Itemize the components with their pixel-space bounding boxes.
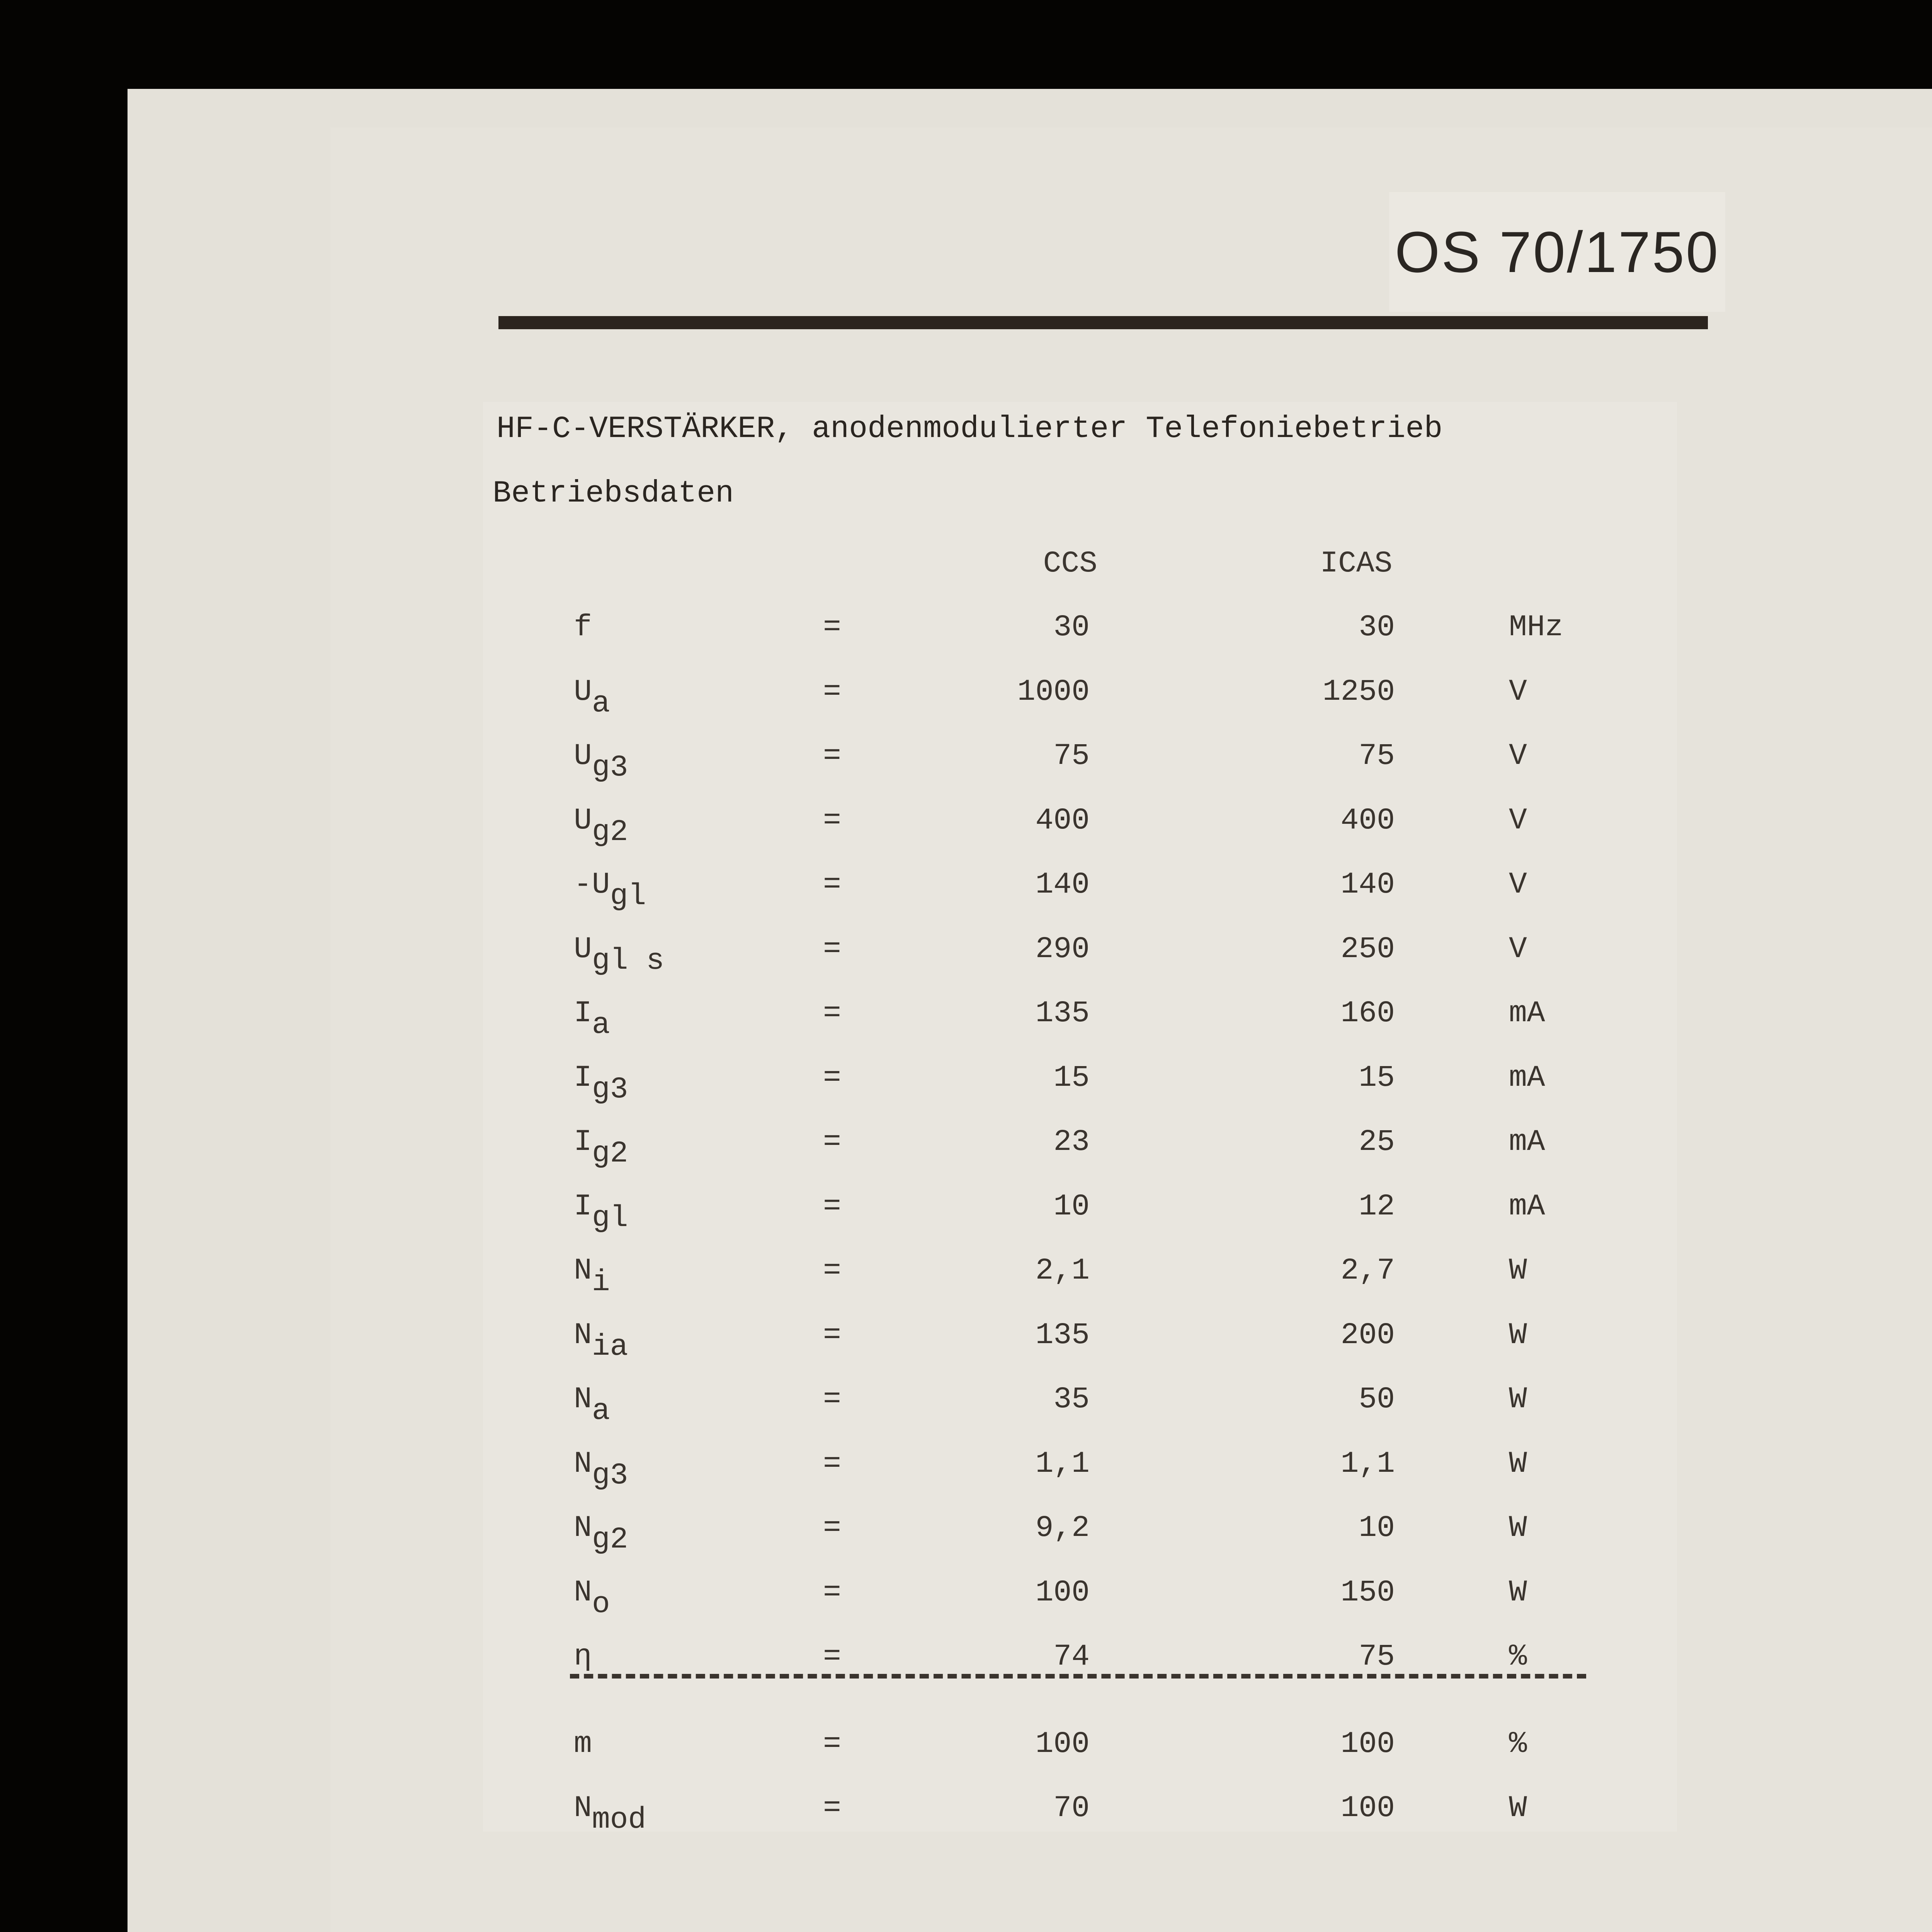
parameter-subscript: g2 bbox=[592, 1137, 628, 1171]
table-row bbox=[0, 804, 1932, 866]
parameter-subscript: mod bbox=[592, 1803, 646, 1837]
equals-sign: = bbox=[823, 1575, 841, 1610]
ccs-value: 1,1 bbox=[1035, 1447, 1090, 1481]
icas-value: 100 bbox=[1340, 1791, 1395, 1825]
parameter-symbol: η bbox=[574, 1640, 592, 1674]
icas-value: 400 bbox=[1340, 803, 1395, 838]
icas-value: 140 bbox=[1340, 868, 1395, 902]
ccs-value: 1000 bbox=[1017, 675, 1090, 709]
table-row bbox=[0, 1727, 1932, 1789]
unit-label: V bbox=[1509, 675, 1527, 709]
parameter-subscript: g3 bbox=[592, 1072, 628, 1107]
table-row bbox=[0, 739, 1932, 801]
parameter-symbol: $I_{gl}$ bbox=[574, 1189, 628, 1235]
equals-sign: = bbox=[823, 739, 841, 773]
table-row bbox=[0, 1190, 1932, 1252]
parameter-subscript: ia bbox=[592, 1330, 628, 1364]
parameter-subscript: g3 bbox=[592, 751, 628, 785]
parameter-symbol: f bbox=[574, 611, 592, 645]
equals-sign: = bbox=[823, 1511, 841, 1545]
table-row bbox=[0, 1125, 1932, 1187]
parameter-subscript: gl bbox=[592, 1201, 628, 1235]
equals-sign: = bbox=[823, 803, 841, 838]
parameter-symbol: $N_o$ bbox=[574, 1575, 610, 1621]
parameter-symbol: $N_{ia}$ bbox=[574, 1318, 628, 1364]
parameter-symbol: $U_{g3}$ bbox=[574, 739, 628, 785]
table-row bbox=[0, 611, 1932, 672]
icas-value: 75 bbox=[1359, 739, 1395, 773]
icas-value: 200 bbox=[1340, 1318, 1395, 1352]
icas-value: 25 bbox=[1359, 1125, 1395, 1159]
column-header-icas: ICAS bbox=[1320, 547, 1393, 581]
parameter-subscript: g2 bbox=[592, 815, 628, 849]
parameter-symbol: $I_{g3}$ bbox=[574, 1061, 628, 1107]
column-header-ccs: CCS bbox=[1043, 547, 1097, 581]
parameter-symbol: $N_a$ bbox=[574, 1383, 610, 1428]
equals-sign: = bbox=[823, 1791, 841, 1825]
table-row bbox=[0, 868, 1932, 930]
ccs-value: 135 bbox=[1035, 1318, 1090, 1352]
unit-label: mA bbox=[1509, 1061, 1545, 1095]
ccs-value: 100 bbox=[1035, 1575, 1090, 1610]
parameter-subscript: g3 bbox=[592, 1458, 628, 1493]
parameter-subscript: a bbox=[592, 1394, 610, 1428]
unit-label: W bbox=[1509, 1383, 1527, 1417]
table-row bbox=[0, 1640, 1932, 1702]
table-row bbox=[0, 1254, 1932, 1316]
equals-sign: = bbox=[823, 1727, 841, 1761]
equals-sign: = bbox=[823, 1254, 841, 1288]
equals-sign: = bbox=[823, 1383, 841, 1417]
icas-value: 12 bbox=[1359, 1189, 1395, 1224]
table-row bbox=[0, 932, 1932, 994]
unit-label: MHz bbox=[1509, 611, 1563, 645]
table-row bbox=[0, 1447, 1932, 1509]
icas-value: 1,1 bbox=[1340, 1447, 1395, 1481]
unit-label: W bbox=[1509, 1447, 1527, 1481]
table-row bbox=[0, 1061, 1932, 1123]
equals-sign: = bbox=[823, 868, 841, 902]
table-row bbox=[0, 675, 1932, 737]
unit-label: mA bbox=[1509, 1189, 1545, 1224]
icas-value: 30 bbox=[1359, 611, 1395, 645]
unit-label: W bbox=[1509, 1511, 1527, 1545]
ccs-value: 2,1 bbox=[1035, 1254, 1090, 1288]
parameter-subscript: gl s bbox=[592, 944, 665, 978]
parameter-subscript: a bbox=[592, 1008, 610, 1042]
icas-value: 1250 bbox=[1322, 675, 1395, 709]
ccs-value: 30 bbox=[1053, 611, 1090, 645]
unit-label: V bbox=[1509, 739, 1527, 773]
table-row bbox=[0, 1511, 1932, 1573]
separator-dashed-line bbox=[570, 1674, 1586, 1679]
icas-value: 150 bbox=[1340, 1575, 1395, 1610]
ccs-value: 140 bbox=[1035, 868, 1090, 902]
icas-value: 250 bbox=[1340, 932, 1395, 966]
icas-value: 50 bbox=[1359, 1383, 1395, 1417]
icas-value: 2,7 bbox=[1340, 1254, 1395, 1288]
ccs-value: 70 bbox=[1053, 1791, 1090, 1825]
parameter-symbol: $N_{g2}$ bbox=[574, 1511, 628, 1557]
equals-sign: = bbox=[823, 932, 841, 966]
parameter-symbol: $I_a$ bbox=[574, 997, 610, 1042]
unit-label: V bbox=[1509, 868, 1527, 902]
parameter-subscript: i bbox=[592, 1265, 610, 1299]
unit-label: % bbox=[1509, 1727, 1527, 1761]
ccs-value: 75 bbox=[1053, 739, 1090, 773]
parameter-symbol: $I_{g2}$ bbox=[574, 1125, 628, 1171]
unit-label: mA bbox=[1509, 1125, 1545, 1159]
unit-label: W bbox=[1509, 1575, 1527, 1610]
icas-value: 100 bbox=[1340, 1727, 1395, 1761]
icas-value: 15 bbox=[1359, 1061, 1395, 1095]
header-rule bbox=[498, 316, 1708, 329]
document-code-label: OS 70/1750 bbox=[1389, 192, 1725, 312]
equals-sign: = bbox=[823, 611, 841, 645]
ccs-value: 35 bbox=[1053, 1383, 1090, 1417]
page-title: HF-C-VERSTÄRKER, anodenmodulierter Telefoniebetrieb bbox=[497, 412, 1443, 447]
unit-label: W bbox=[1509, 1318, 1527, 1352]
table-row bbox=[0, 997, 1932, 1058]
unit-label: W bbox=[1509, 1254, 1527, 1288]
ccs-value: 74 bbox=[1053, 1640, 1090, 1674]
table-row bbox=[0, 1576, 1932, 1638]
parameter-symbol: m bbox=[574, 1727, 592, 1761]
table-row bbox=[0, 1318, 1932, 1380]
equals-sign: = bbox=[823, 675, 841, 709]
parameter-subscript: gl bbox=[610, 879, 646, 913]
unit-label: % bbox=[1509, 1640, 1527, 1674]
ccs-value: 135 bbox=[1035, 997, 1090, 1031]
unit-label: V bbox=[1509, 803, 1527, 838]
table-row bbox=[0, 1791, 1932, 1853]
parameter-symbol: $U_a$ bbox=[574, 675, 610, 721]
icas-value: 10 bbox=[1359, 1511, 1395, 1545]
parameter-subscript: g2 bbox=[592, 1523, 628, 1557]
ccs-value: 9,2 bbox=[1035, 1511, 1090, 1545]
ccs-value: 100 bbox=[1035, 1727, 1090, 1761]
equals-sign: = bbox=[823, 1189, 841, 1224]
table-row bbox=[0, 1383, 1932, 1444]
ccs-value: 10 bbox=[1053, 1189, 1090, 1224]
parameter-subscript: o bbox=[592, 1587, 610, 1621]
equals-sign: = bbox=[823, 1125, 841, 1159]
parameter-subscript: a bbox=[592, 686, 610, 721]
unit-label: V bbox=[1509, 932, 1527, 966]
icas-value: 75 bbox=[1359, 1640, 1395, 1674]
equals-sign: = bbox=[823, 1447, 841, 1481]
parameter-symbol: $N_i$ bbox=[574, 1254, 610, 1299]
unit-label: mA bbox=[1509, 997, 1545, 1031]
ccs-value: 290 bbox=[1035, 932, 1090, 966]
section-heading: Betriebsdaten bbox=[493, 476, 734, 511]
ccs-value: 400 bbox=[1035, 803, 1090, 838]
ccs-value: 23 bbox=[1053, 1125, 1090, 1159]
parameter-symbol: $U_{gl s}$ bbox=[574, 932, 665, 978]
equals-sign: = bbox=[823, 1640, 841, 1674]
parameter-symbol: $U_{g2}$ bbox=[574, 803, 628, 849]
parameter-symbol: $N_{mod}$ bbox=[574, 1791, 646, 1837]
icas-value: 160 bbox=[1340, 997, 1395, 1031]
parameter-symbol: $N_{g3}$ bbox=[574, 1447, 628, 1493]
unit-label: W bbox=[1509, 1791, 1527, 1825]
parameter-symbol: $-U_{gl}$ bbox=[574, 868, 646, 913]
equals-sign: = bbox=[823, 997, 841, 1031]
ccs-value: 15 bbox=[1053, 1061, 1090, 1095]
equals-sign: = bbox=[823, 1061, 841, 1095]
equals-sign: = bbox=[823, 1318, 841, 1352]
